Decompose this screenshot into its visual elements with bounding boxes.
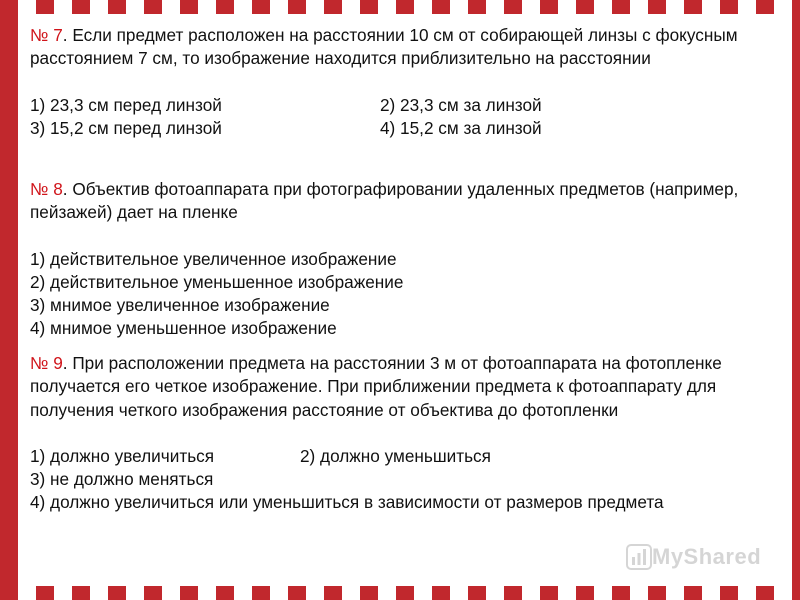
watermark-text: MyShared: [652, 544, 762, 569]
question-8-option-3: 3) мнимое увеличенное изображение: [30, 295, 330, 316]
question-7: [30, 24, 770, 140]
question-9-option-4: 4) должно увеличиться или уменьшиться в зависимости от размеров предмета: [30, 492, 664, 513]
question-9-option-3: 3) не должно меняться: [30, 469, 214, 490]
question-8: [30, 178, 770, 341]
question-8-text: № 8. Объектив фотоаппарата при фотографировании удаленных предметов (например, пейзажей) дает на пленке: [30, 179, 739, 223]
question-8-number: № 8: [30, 179, 63, 199]
question-9: [30, 352, 770, 515]
question-7-option-2: 2) 23,3 см за линзой: [380, 94, 542, 115]
content-panel: [18, 14, 782, 586]
question-7-number: № 7: [30, 25, 63, 45]
question-8-option-1: 1) действительное увеличенное изображение: [30, 248, 397, 269]
question-9-number: № 9: [30, 353, 63, 373]
question-8-option-4: 4) мнимое уменьшенное изображение: [30, 318, 337, 339]
watermark-logo: [626, 544, 761, 570]
question-7-option-4: 4) 15,2 см за линзой: [380, 117, 542, 138]
question-7-text: № 7. Если предмет расположен на расстоянии 10 см от собирающей линзы с фокусным расстоянием 7 см, то изображение находится приблизительно на расстоянии: [30, 25, 738, 69]
question-9-text: № 9. При расположении предмета на расстоянии 3 м от фотоаппарата на фотопленке получается его четкое изображение. При приближении предмета к фотоаппарату для получения четкого изображения расстояние от объектива до фотопленки: [30, 353, 722, 420]
question-7-option-3: 3) 15,2 см перед линзой: [30, 117, 222, 138]
question-8-option-2: 2) действительное уменьшенное изображение: [30, 271, 404, 292]
question-7-option-1: 1) 23,3 см перед линзой: [30, 94, 222, 115]
question-9-option-1: 1) должно увеличиться: [30, 445, 215, 466]
question-9-option-2: 2) должно уменьшиться: [300, 445, 491, 466]
bar-chart-icon: [626, 544, 652, 570]
